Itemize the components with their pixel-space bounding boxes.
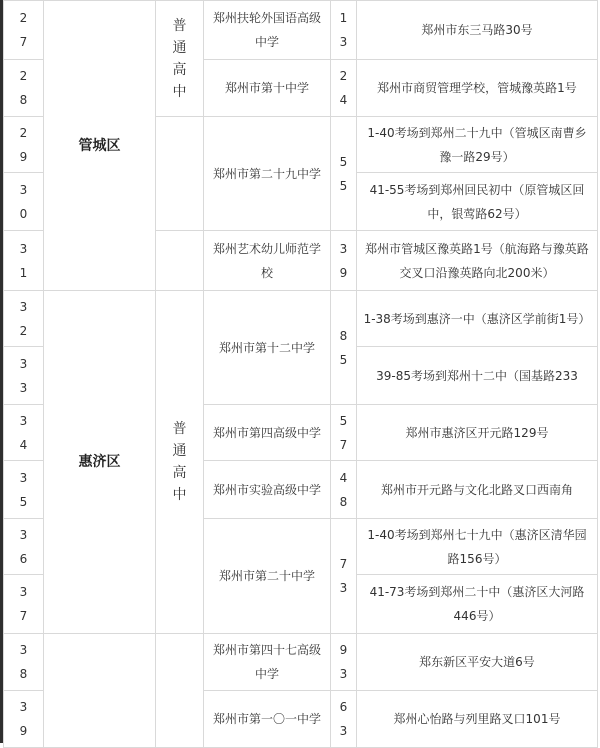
row-index: 27 [4, 1, 44, 60]
school-name: 郑州市第四高级中学 [204, 405, 331, 461]
school-name: 郑州市第二十中学 [204, 519, 331, 634]
row-index: 35 [4, 461, 44, 519]
exam-room-count: 57 [331, 405, 357, 461]
district-cell [44, 634, 156, 748]
exam-address: 郑州市东三马路30号 [357, 1, 598, 60]
row-index: 37 [4, 575, 44, 634]
school-type-cell [156, 231, 204, 291]
district-cell: 管城区 [44, 1, 156, 291]
school-name: 郑州艺术幼儿师范学校 [204, 231, 331, 291]
exam-address: 郑州市惠济区开元路129号 [357, 405, 598, 461]
row-index: 38 [4, 634, 44, 691]
exam-address: 郑东新区平安大道6号 [357, 634, 598, 691]
exam-address: 郑州市商贸管理学校，管城豫英路1号 [357, 60, 598, 117]
school-name: 郑州市第二十九中学 [204, 117, 331, 231]
row-index: 34 [4, 405, 44, 461]
school-name: 郑州扶轮外国语高级中学 [204, 1, 331, 60]
exam-room-count: 63 [331, 691, 357, 748]
exam-address: 41-73考场到郑州二十中（惠济区大河路446号） [357, 575, 598, 634]
exam-room-count: 85 [331, 291, 357, 405]
school-name: 郑州市第一〇一中学 [204, 691, 331, 748]
exam-room-count: 55 [331, 117, 357, 231]
school-type-cell: 普通高中 [156, 1, 204, 117]
school-type-cell [156, 634, 204, 748]
row-index: 32 [4, 291, 44, 347]
row-index: 33 [4, 347, 44, 405]
district-cell: 惠济区 [44, 291, 156, 634]
row-index: 28 [4, 60, 44, 117]
exam-room-count: 13 [331, 1, 357, 60]
school-name: 郑州市第十二中学 [204, 291, 331, 405]
exam-site-table [3, 0, 598, 748]
school-name: 郑州市第十中学 [204, 60, 331, 117]
school-type-cell: 普通高中 [156, 291, 204, 634]
exam-address: 1-40考场到郑州七十九中（惠济区清华园路156号） [357, 519, 598, 575]
school-name: 郑州市第四十七高级中学 [204, 634, 331, 691]
exam-room-count: 24 [331, 60, 357, 117]
exam-address: 39-85考场到郑州十二中（国基路233 [357, 347, 598, 405]
exam-address: 1-40考场到郑州二十九中（管城区南曹乡豫一路29号） [357, 117, 598, 173]
school-type-cell [156, 117, 204, 231]
exam-address: 41-55考场到郑州回民初中（原管城区回中，银莺路62号） [357, 173, 598, 231]
row-index: 39 [4, 691, 44, 748]
table-row [4, 1, 598, 60]
exam-address: 1-38考场到惠济一中（惠济区学前街1号） [357, 291, 598, 347]
school-name: 郑州市实验高级中学 [204, 461, 331, 519]
exam-address: 郑州心怡路与列里路叉口101号 [357, 691, 598, 748]
exam-address: 郑州市管城区豫英路1号（航海路与豫英路交叉口沿豫英路向北200米） [357, 231, 598, 291]
exam-room-count: 73 [331, 519, 357, 634]
row-index: 29 [4, 117, 44, 173]
row-index: 30 [4, 173, 44, 231]
row-index: 36 [4, 519, 44, 575]
row-index: 31 [4, 231, 44, 291]
exam-room-count: 39 [331, 231, 357, 291]
table-row [4, 634, 598, 691]
exam-room-count: 93 [331, 634, 357, 691]
exam-address: 郑州市开元路与文化北路叉口西南角 [357, 461, 598, 519]
table-row [4, 291, 598, 347]
exam-room-count: 48 [331, 461, 357, 519]
